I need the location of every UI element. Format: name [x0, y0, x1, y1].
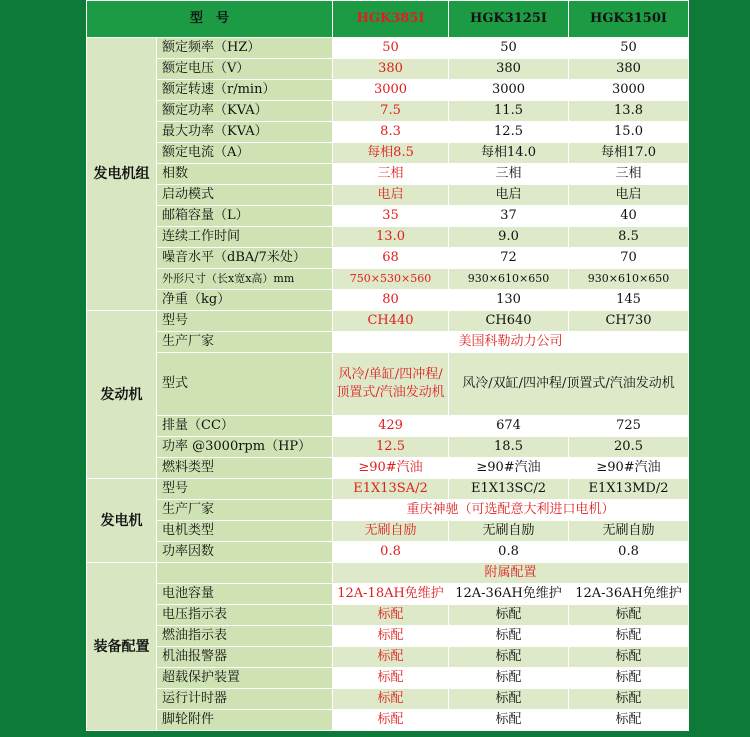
row-label: 启动模式	[157, 185, 333, 206]
cell-value: 13.8	[569, 101, 689, 122]
cell-value: 3000	[333, 80, 449, 101]
cell-value: 145	[569, 290, 689, 311]
table-row	[87, 332, 689, 353]
row-label: 额定电流（A）	[157, 143, 333, 164]
cell-value: 每相14.0	[449, 143, 569, 164]
cell-value: 每相8.5	[333, 143, 449, 164]
cell-value: 标配	[449, 605, 569, 626]
cell-value: ≥90#汽油	[449, 458, 569, 479]
table-row	[87, 710, 689, 731]
cell-value: 无刷自励	[449, 521, 569, 542]
table-row	[87, 437, 689, 458]
cell-value: 标配	[449, 710, 569, 731]
table-row	[87, 206, 689, 227]
cell-value: 380	[449, 59, 569, 80]
cell-value: 12A-36AH免维护	[449, 584, 569, 605]
cell-value: ≥90#汽油	[569, 458, 689, 479]
row-label: 运行计时器	[157, 689, 333, 710]
row-label: 额定转速（r/min）	[157, 80, 333, 101]
cell-value: 标配	[449, 647, 569, 668]
table-row	[87, 353, 689, 416]
cell-value: 标配	[333, 647, 449, 668]
table-row	[87, 248, 689, 269]
row-label: 电机类型	[157, 521, 333, 542]
cell-value: 标配	[333, 668, 449, 689]
row-label: 生产厂家	[157, 332, 333, 353]
cell-value: 9.0	[449, 227, 569, 248]
table-row	[87, 269, 689, 290]
cell-value: E1X13SA/2	[333, 479, 449, 500]
cell-value: 风冷/单缸/四冲程/顶置式/汽油发动机	[333, 353, 449, 416]
row-label: 最大功率（KVA）	[157, 122, 333, 143]
row-label: 燃料类型	[157, 458, 333, 479]
cell-value: 70	[569, 248, 689, 269]
spec-table	[86, 0, 689, 731]
table-row	[87, 521, 689, 542]
table-row	[87, 80, 689, 101]
cell-value: 三相	[449, 164, 569, 185]
row-label: 超载保护装置	[157, 668, 333, 689]
row-label: 电池容量	[157, 584, 333, 605]
row-label: 生产厂家	[157, 500, 333, 521]
row-label: 电压指示表	[157, 605, 333, 626]
cell-value: 930×610×650	[569, 269, 689, 290]
table-row	[87, 605, 689, 626]
cell-value: 725	[569, 416, 689, 437]
row-label: 额定功率（KVA）	[157, 101, 333, 122]
cell-value: 68	[333, 248, 449, 269]
cell-value: 电启	[569, 185, 689, 206]
cell-value: 标配	[333, 689, 449, 710]
row-label: 邮箱容量（L）	[157, 206, 333, 227]
row-label: 型式	[157, 353, 333, 416]
cell-value: 15.0	[569, 122, 689, 143]
cell-value-merged: 重庆神驰（可选配意大利进口电机）	[333, 500, 689, 521]
cell-value-merged: 美国科勒动力公司	[333, 332, 689, 353]
cell-value: 80	[333, 290, 449, 311]
cell-value: 11.5	[449, 101, 569, 122]
cell-value: 37	[449, 206, 569, 227]
group-alternator: 发电机	[87, 479, 157, 563]
cell-value: 标配	[569, 626, 689, 647]
row-label: 功率因数	[157, 542, 333, 563]
cell-value: 标配	[569, 647, 689, 668]
cell-value: 无刷自励	[569, 521, 689, 542]
cell-value: ≥90#汽油	[333, 458, 449, 479]
cell-value: 50	[569, 38, 689, 59]
cell-value: 标配	[449, 668, 569, 689]
row-label: 脚轮附件	[157, 710, 333, 731]
row-label: 功率 @3000rpm（HP）	[157, 437, 333, 458]
table-row	[87, 563, 689, 584]
model-name-2: HGK3125I	[449, 1, 569, 38]
table-row	[87, 122, 689, 143]
row-label: 额定频率（HZ）	[157, 38, 333, 59]
cell-value: 每相17.0	[569, 143, 689, 164]
cell-value: 50	[449, 38, 569, 59]
row-label: 相数	[157, 164, 333, 185]
cell-value: 674	[449, 416, 569, 437]
table-row	[87, 311, 689, 332]
cell-value: 标配	[569, 710, 689, 731]
cell-value: 8.3	[333, 122, 449, 143]
group-engine: 发动机	[87, 311, 157, 479]
table-row	[87, 101, 689, 122]
row-label: 型号	[157, 479, 333, 500]
table-row	[87, 647, 689, 668]
cell-value: 标配	[333, 605, 449, 626]
table-header-row	[87, 1, 689, 38]
cell-value: 380	[569, 59, 689, 80]
table-row	[87, 227, 689, 248]
cell-value: 12A-18AH免维护	[333, 584, 449, 605]
table-row	[87, 185, 689, 206]
cell-value: 标配	[333, 710, 449, 731]
cell-value: E1X13MD/2	[569, 479, 689, 500]
table-row	[87, 290, 689, 311]
group-equipment: 装备配置	[87, 563, 157, 731]
row-label: 额定电压（V）	[157, 59, 333, 80]
table-row	[87, 59, 689, 80]
cell-value: 380	[333, 59, 449, 80]
row-label: 燃油指示表	[157, 626, 333, 647]
row-label: 外形尺寸（长x宽x高）mm	[157, 269, 333, 290]
table-row	[87, 542, 689, 563]
row-label: 噪音水平（dBA/7米处）	[157, 248, 333, 269]
table-row	[87, 38, 689, 59]
cell-value: 8.5	[569, 227, 689, 248]
cell-value-merged: 风冷/双缸/四冲程/顶置式/汽油发动机	[449, 353, 689, 416]
cell-value: 12.5	[333, 437, 449, 458]
model-header-label: 型 号	[87, 1, 333, 38]
cell-value: 三相	[333, 164, 449, 185]
cell-value: 标配	[449, 626, 569, 647]
cell-value: 12A-36AH免维护	[569, 584, 689, 605]
cell-value: 0.8	[333, 542, 449, 563]
cell-value: E1X13SC/2	[449, 479, 569, 500]
table-row	[87, 500, 689, 521]
cell-value: 0.8	[449, 542, 569, 563]
table-row	[87, 479, 689, 500]
cell-value: 电启	[333, 185, 449, 206]
table-row	[87, 164, 689, 185]
table-row	[87, 626, 689, 647]
cell-value: 标配	[569, 668, 689, 689]
table-row	[87, 668, 689, 689]
cell-value: 12.5	[449, 122, 569, 143]
cell-value: 13.0	[333, 227, 449, 248]
table-row	[87, 584, 689, 605]
cell-value: CH730	[569, 311, 689, 332]
cell-value: 7.5	[333, 101, 449, 122]
cell-value: 72	[449, 248, 569, 269]
cell-value: CH640	[449, 311, 569, 332]
cell-value: 35	[333, 206, 449, 227]
cell-value: 930×610×650	[449, 269, 569, 290]
cell-value: 50	[333, 38, 449, 59]
row-label: 净重（kg）	[157, 290, 333, 311]
row-label: 机油报警器	[157, 647, 333, 668]
accessories-heading: 附属配置	[333, 563, 689, 584]
cell-value: 标配	[569, 689, 689, 710]
cell-value: 429	[333, 416, 449, 437]
cell-value: CH440	[333, 311, 449, 332]
cell-value: 标配	[449, 689, 569, 710]
cell-value: 标配	[569, 605, 689, 626]
cell-value: 标配	[333, 626, 449, 647]
cell-value: 无刷自励	[333, 521, 449, 542]
table-row	[87, 416, 689, 437]
row-label	[157, 563, 333, 584]
cell-value: 20.5	[569, 437, 689, 458]
cell-value: 三相	[569, 164, 689, 185]
row-label: 型号	[157, 311, 333, 332]
row-label: 排量（CC）	[157, 416, 333, 437]
cell-value: 电启	[449, 185, 569, 206]
model-name-1: HGK385I	[333, 1, 449, 38]
cell-value: 40	[569, 206, 689, 227]
cell-value: 3000	[449, 80, 569, 101]
cell-value: 18.5	[449, 437, 569, 458]
row-label: 连续工作时间	[157, 227, 333, 248]
table-row	[87, 143, 689, 164]
group-generator-set: 发电机组	[87, 38, 157, 311]
cell-value: 3000	[569, 80, 689, 101]
table-row	[87, 458, 689, 479]
table-row	[87, 689, 689, 710]
cell-value: 750×530×560	[333, 269, 449, 290]
cell-value: 130	[449, 290, 569, 311]
model-name-3: HGK3150I	[569, 1, 689, 38]
cell-value: 0.8	[569, 542, 689, 563]
